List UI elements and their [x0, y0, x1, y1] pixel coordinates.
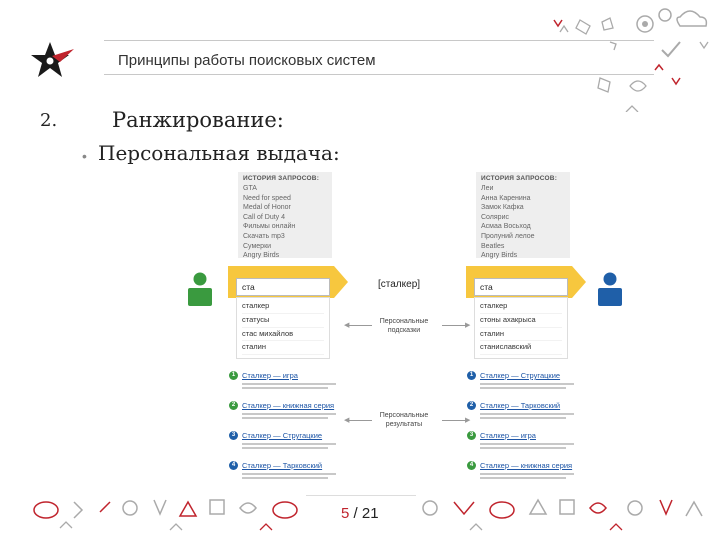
- star-logo-icon: [30, 40, 76, 80]
- page-title: Принципы работы поисковых систем: [118, 52, 376, 69]
- right-history-item: Beatles: [481, 242, 505, 250]
- right-history-item: Замок Кафка: [481, 204, 524, 212]
- arrow-right-head: ▶: [465, 417, 471, 424]
- doodle-strip-bottom-left: [20, 488, 320, 538]
- left-history-title: ИСТОРИЯ ЗАПРОСОВ:: [243, 175, 320, 182]
- bullet-text: Персональная выдача:: [98, 141, 340, 165]
- page-indicator: [341, 505, 379, 522]
- right-history-panel: [476, 172, 570, 258]
- result-snippet-line: [242, 443, 336, 445]
- right-history-item: Солярис: [481, 213, 509, 221]
- suggestion-item[interactable]: стоны ахакрыса: [480, 314, 562, 328]
- right-history-item: Асмаа Восьход: [481, 223, 531, 231]
- right-search-input[interactable]: ста: [474, 278, 568, 296]
- result-snippet-line: [480, 413, 574, 415]
- arrow-right-head: ▶: [465, 322, 471, 329]
- right-band-arrow-tip: [572, 266, 586, 303]
- page-current: 5: [341, 505, 350, 522]
- right-history-title: ИСТОРИЯ ЗАПРОСОВ:: [481, 175, 558, 182]
- suggestion-item[interactable]: сталкер: [480, 300, 562, 314]
- result-snippet-line: [480, 473, 574, 475]
- result-number-badge: 4: [467, 461, 476, 470]
- result-link[interactable]: Сталкер — Тарковский: [480, 401, 561, 410]
- suggestion-item[interactable]: сталин: [480, 328, 562, 342]
- result-snippet-line: [242, 473, 336, 475]
- left-suggestions: [236, 297, 330, 359]
- right-history-item: Angry Birds: [481, 252, 518, 260]
- personal-hints-label: Персональные подсказки: [379, 318, 429, 334]
- result-snippet-line: [480, 477, 566, 479]
- result-snippet-line: [242, 447, 328, 449]
- left-history-item: Скачать mp3: [243, 232, 285, 240]
- section-heading: Ранжирование:: [112, 108, 284, 132]
- result-number-badge: 1: [467, 371, 476, 380]
- suggestion-item[interactable]: стас михайлов: [242, 328, 324, 342]
- left-history-item: Need for speed: [243, 194, 291, 202]
- right-history-item: Леи: [481, 185, 494, 192]
- arrow-left-head: ◀: [344, 322, 350, 329]
- personal-results-label: Персональные результаты: [379, 412, 429, 428]
- left-search-input[interactable]: ста: [236, 278, 330, 296]
- result-snippet-line: [242, 383, 336, 385]
- left-history-item: Medal of Honor: [243, 204, 291, 212]
- result-number-badge: 4: [229, 461, 238, 470]
- page-total: 21: [361, 505, 379, 522]
- result-number-badge: 3: [229, 431, 238, 440]
- doodle-cluster-top-right: [540, 2, 720, 112]
- right-history-item: Анна Каренина: [481, 194, 531, 202]
- result-number-badge: 1: [229, 371, 238, 380]
- left-history-item: Сумерки: [243, 242, 272, 250]
- result-number-badge: 3: [467, 431, 476, 440]
- suggestion-item[interactable]: сталкер: [242, 300, 324, 314]
- page-separator: /: [349, 505, 362, 522]
- left-history-panel: [238, 172, 332, 258]
- right-suggestions: [474, 297, 568, 359]
- result-link[interactable]: Сталкер — книжная серия: [242, 401, 335, 410]
- result-link[interactable]: Сталкер — Тарковский: [242, 461, 323, 470]
- result-snippet-line: [480, 447, 566, 449]
- result-snippet-line: [480, 387, 566, 389]
- person-blue-icon: [596, 272, 624, 306]
- result-link[interactable]: Сталкер — игра: [242, 371, 298, 380]
- left-history-item: Фильмы онлайн: [243, 223, 296, 231]
- suggestion-item[interactable]: сталин: [242, 341, 324, 355]
- result-snippet-line: [480, 383, 574, 385]
- result-snippet-line: [242, 417, 328, 419]
- arrow-left-head: ◀: [344, 417, 350, 424]
- suggestion-item[interactable]: статусы: [242, 314, 324, 328]
- suggestion-item[interactable]: станиславский: [480, 341, 562, 355]
- pagination-rule: [306, 495, 416, 496]
- person-green-icon: [186, 272, 214, 306]
- result-snippet-line: [480, 417, 566, 419]
- result-number-badge: 2: [229, 401, 238, 410]
- bullet-marker: •: [82, 148, 87, 164]
- left-history-item: Angry Birds: [243, 252, 280, 260]
- result-link[interactable]: Сталкер — книжная серия: [480, 461, 573, 470]
- center-search-term: [сталкер]: [378, 279, 421, 290]
- result-snippet-line: [242, 413, 336, 415]
- result-snippet-line: [242, 477, 328, 479]
- result-link[interactable]: Сталкер — Стругацкие: [480, 371, 561, 380]
- left-band-arrow-tip: [334, 266, 348, 303]
- result-link[interactable]: Сталкер — игра: [480, 431, 536, 440]
- section-number: 2.: [40, 110, 58, 131]
- result-number-badge: 2: [467, 401, 476, 410]
- right-history-item: Пролуний лелое: [481, 232, 535, 240]
- doodle-strip-bottom-right: [410, 488, 710, 538]
- left-history-item: Call of Duty 4: [243, 213, 286, 221]
- left-history-item: GTA: [243, 185, 257, 192]
- result-snippet-line: [480, 443, 574, 445]
- result-snippet-line: [242, 387, 328, 389]
- result-link[interactable]: Сталкер — Стругацкие: [242, 431, 323, 440]
